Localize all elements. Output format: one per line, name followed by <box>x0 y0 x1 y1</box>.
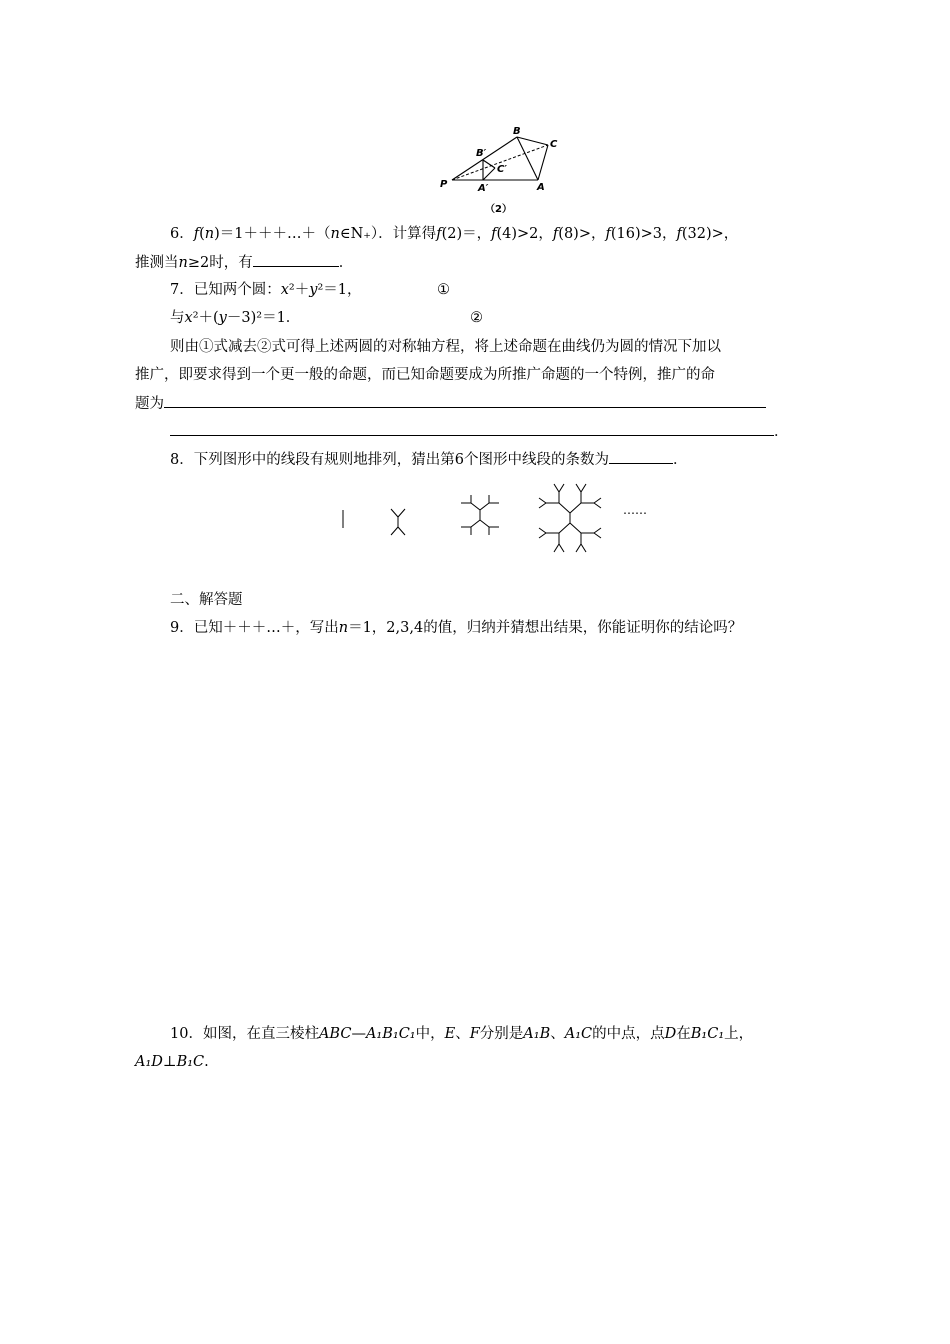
answer-blank-q8[interactable] <box>609 449 673 464</box>
question-10-line-2: A₁D⊥B₁C. <box>135 1054 209 1070</box>
question-7-text-2: 推广，即要求得到一个更一般的命题，而已知命题要成为所推广命题的一个特例，推广的命 <box>135 367 715 383</box>
label-C: C <box>550 139 558 150</box>
label-A-prime: A′ <box>478 183 489 194</box>
question-7-line-4: ． <box>170 421 789 442</box>
figure-caption: （2） <box>485 204 512 215</box>
label-A: A <box>537 182 545 193</box>
question-7-text-3: 题为 <box>135 393 766 414</box>
label-C-prime: C′ <box>497 164 507 175</box>
label-B: B <box>513 126 521 137</box>
question-7-line-1: 7．已知两个圆：x²＋y²＝1， <box>170 282 362 298</box>
tree-figure-1 <box>338 506 348 536</box>
tree-figure-3 <box>455 490 505 540</box>
question-7-text-1: 则由①式减去②式可得上述两圆的对称轴方程，将上述命题在曲线仍为圆的情况下加以 <box>170 339 721 355</box>
tree-figure-2 <box>383 503 413 543</box>
answer-blank-q7-b[interactable] <box>170 421 774 436</box>
pyramid-figure <box>435 125 575 215</box>
circled-1: ① <box>437 282 450 298</box>
circled-2: ② <box>470 310 483 326</box>
ellipsis: …… <box>623 503 647 517</box>
question-9-line: 9．已知＋＋＋…＋，写出n＝1，2,3,4的值，归纳并猜想出结果，你能证明你的结论吗？ <box>170 620 743 636</box>
question-6-line-2: 推测当n≥2时，有 ． <box>135 252 353 273</box>
answer-blank-q7-a[interactable] <box>164 393 766 408</box>
question-10-line-1: 10．如图，在直三棱柱ABC—A₁B₁C₁中，E、F分别是A₁B、A₁C的中点，点D在B₁C₁上， <box>170 1026 754 1042</box>
question-8-line: 8．下列图形中的线段有规则地排列，猜出第6个图形中线段的条数为 ． <box>170 449 687 470</box>
label-P: P <box>440 179 448 190</box>
question-6-line-1: 6．f(n)＝1＋＋＋…＋（n∈N₊）．计算得f(2)＝，f(4)>2，f(8)>，f(16)>3，f(32)>， <box>170 226 739 242</box>
question-7-line-2: 与x²＋(y－3)²＝1． <box>170 310 301 326</box>
label-B-prime: B′ <box>476 148 487 159</box>
section-heading: 二、解答题 <box>170 592 243 608</box>
tree-figure-4 <box>534 478 606 558</box>
answer-blank-q6[interactable] <box>253 252 339 267</box>
